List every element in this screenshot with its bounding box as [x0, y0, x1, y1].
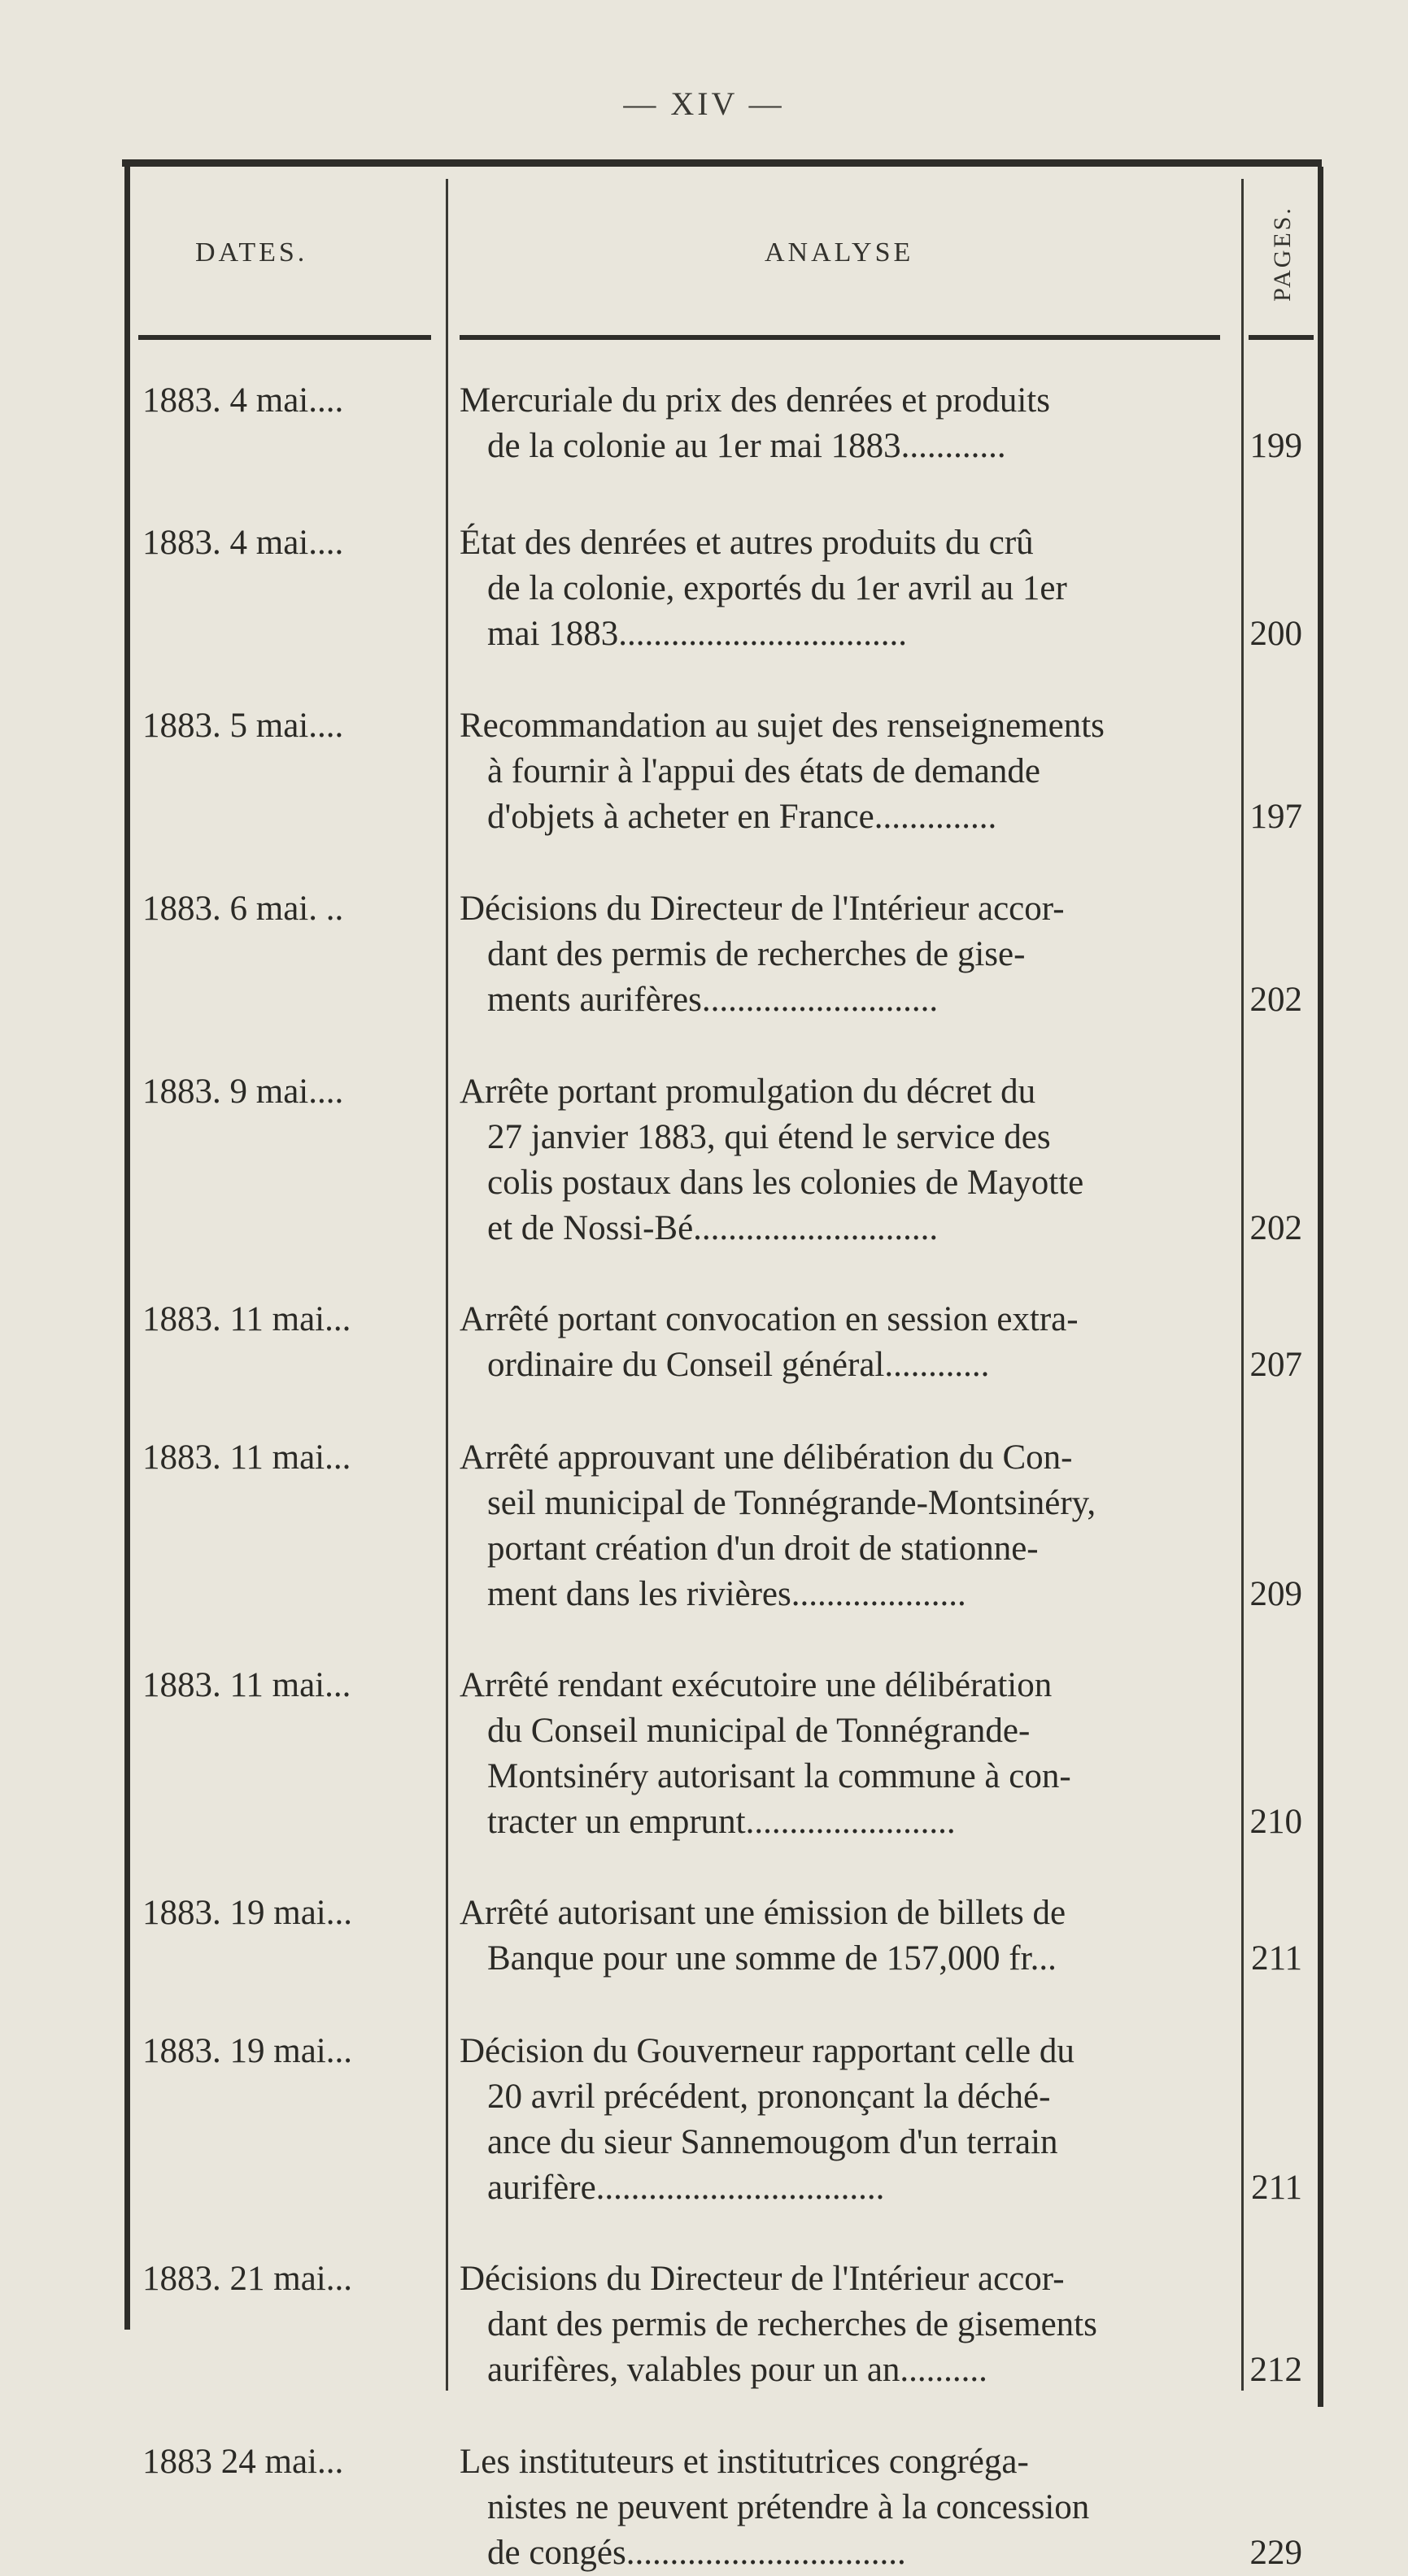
page-number-header: — XIV — — [623, 85, 785, 122]
analysis-line: seil municipal de Tonnégrande-Montsinéry, — [487, 1484, 1096, 1522]
analysis-line: ance du sieur Sannemougom d'un terrain — [487, 2123, 1058, 2161]
entry-date: 1883. 4 mai.... — [142, 381, 344, 420]
analysis-line: de la colonie, exportés du 1er avril au 1er — [487, 569, 1067, 607]
entry-analysis — [460, 1069, 1220, 1251]
entry-analysis — [460, 1663, 1220, 1845]
analysis-line: portant création d'un droit de stationne- — [487, 1530, 1039, 1568]
entry-analysis — [460, 1435, 1220, 1617]
header-rule — [1249, 335, 1314, 340]
entry-analysis — [460, 1297, 1220, 1388]
entry-page-number: 229 — [1249, 2534, 1302, 2572]
analysis-line: Mercuriale du prix des denrées et produits — [460, 381, 1050, 420]
analysis-line: ment dans les rivières.................... — [487, 1575, 966, 1613]
analyse-column-header: ANALYSE — [765, 237, 914, 268]
entry-date: 1883. 4 mai.... — [142, 524, 344, 562]
analysis-line: Arrêté rendant exécutoire une délibération — [460, 1666, 1053, 1704]
analysis-line: mai 1883................................. — [487, 615, 907, 653]
pages-column-header — [1253, 189, 1313, 319]
dates-column-divider — [446, 179, 448, 2391]
analysis-line: à fournir à l'appui des états de demande — [487, 752, 1040, 790]
entry-date: 1883. 11 mai... — [142, 1438, 351, 1477]
analysis-line: nistes ne peuvent prétendre à la concession — [487, 2488, 1090, 2526]
entry-date: 1883. 19 mai... — [142, 2032, 352, 2070]
analysis-line: Décisions du Directeur de l'Intérieur accor- — [460, 2260, 1065, 2298]
entry-analysis — [460, 2256, 1220, 2393]
dates-column-header: DATES. — [195, 237, 308, 268]
analysis-line: aurifères, valables pour un an.......... — [487, 2351, 987, 2389]
analysis-line: Banque pour une somme de 157,000 fr... — [487, 1939, 1057, 1978]
analysis-line: d'objets à acheter en France.............. — [487, 798, 997, 836]
entry-page-number: 200 — [1249, 615, 1302, 653]
entry-page-number: 202 — [1249, 981, 1302, 1019]
entry-page-number: 202 — [1249, 1209, 1302, 1247]
entry-date: 1883. 6 mai. .. — [142, 890, 344, 928]
pages-column-divider — [1241, 179, 1244, 2391]
left-border — [124, 167, 130, 2330]
entry-analysis — [460, 2439, 1220, 2576]
analysis-line: du Conseil municipal de Tonnégrande- — [487, 1712, 1031, 1750]
analysis-line: Montsinéry autorisant la commune à con- — [487, 1757, 1071, 1795]
entry-page-number: 210 — [1249, 1803, 1302, 1841]
entry-page-number: 199 — [1249, 427, 1302, 465]
analysis-line: dant des permis de recherches de gisements — [487, 2305, 1097, 2343]
entry-date: 1883. 19 mai... — [142, 1894, 352, 1932]
entry-analysis — [460, 520, 1220, 657]
analysis-line: 27 janvier 1883, qui étend le service des — [487, 1118, 1051, 1156]
analysis-line: dant des permis de recherches de gise- — [487, 935, 1026, 973]
entry-page-number: 197 — [1249, 798, 1302, 836]
entry-analysis — [460, 703, 1220, 840]
header-rule — [460, 335, 1220, 340]
entry-page-number: 211 — [1251, 2169, 1302, 2207]
entry-page-number: 211 — [1251, 1939, 1302, 1978]
entry-date: 1883. 9 mai.... — [142, 1073, 344, 1111]
entry-page-number: 207 — [1249, 1346, 1302, 1384]
entry-analysis — [460, 378, 1220, 469]
analysis-line: de congés................................ — [487, 2534, 906, 2572]
top-rule — [122, 159, 1322, 167]
analysis-line: ordinaire du Conseil général............ — [487, 1346, 990, 1384]
entry-analysis — [460, 2029, 1220, 2211]
analysis-line: Arrête portant promulgation du décret du — [460, 1073, 1036, 1111]
header-rule — [138, 335, 431, 340]
right-border — [1318, 167, 1323, 2407]
analysis-line: Arrêté portant convocation en session extra- — [460, 1300, 1079, 1338]
analysis-line: ments aurifères........................... — [487, 981, 939, 1019]
entry-date: 1883. 5 mai.... — [142, 707, 344, 745]
entry-analysis — [460, 1891, 1220, 1982]
entry-date: 1883 24 mai... — [142, 2443, 344, 2481]
analysis-line: Les instituteurs et institutrices congréga- — [460, 2443, 1029, 2481]
entry-date: 1883. 21 mai... — [142, 2260, 352, 2298]
analysis-line: et de Nossi-Bé............................ — [487, 1209, 939, 1247]
analysis-line: 20 avril précédent, prononçant la déché- — [487, 2078, 1051, 2116]
analysis-line: Arrêté approuvant une délibération du Con- — [460, 1438, 1073, 1477]
entry-analysis — [460, 886, 1220, 1023]
entry-page-number: 209 — [1249, 1575, 1302, 1613]
pages-column-header-label: PAGES. — [1269, 206, 1296, 302]
analysis-line: Arrêté autorisant une émission de billets de — [460, 1894, 1066, 1932]
entry-page-number: 212 — [1249, 2351, 1302, 2389]
analysis-line: aurifère................................. — [487, 2169, 885, 2207]
analysis-line: Décisions du Directeur de l'Intérieur accor- — [460, 890, 1065, 928]
analysis-line: Décision du Gouverneur rapportant celle du — [460, 2032, 1075, 2070]
analysis-line: Recommandation au sujet des renseignements — [460, 707, 1105, 745]
entry-date: 1883. 11 mai... — [142, 1666, 351, 1704]
entry-date: 1883. 11 mai... — [142, 1300, 351, 1338]
analysis-line: État des denrées et autres produits du crû — [460, 524, 1034, 562]
analysis-line: de la colonie au 1er mai 1883............ — [487, 427, 1006, 465]
analysis-line: colis postaux dans les colonies de Mayotte — [487, 1164, 1084, 1202]
analysis-line: tracter un emprunt........................ — [487, 1803, 956, 1841]
